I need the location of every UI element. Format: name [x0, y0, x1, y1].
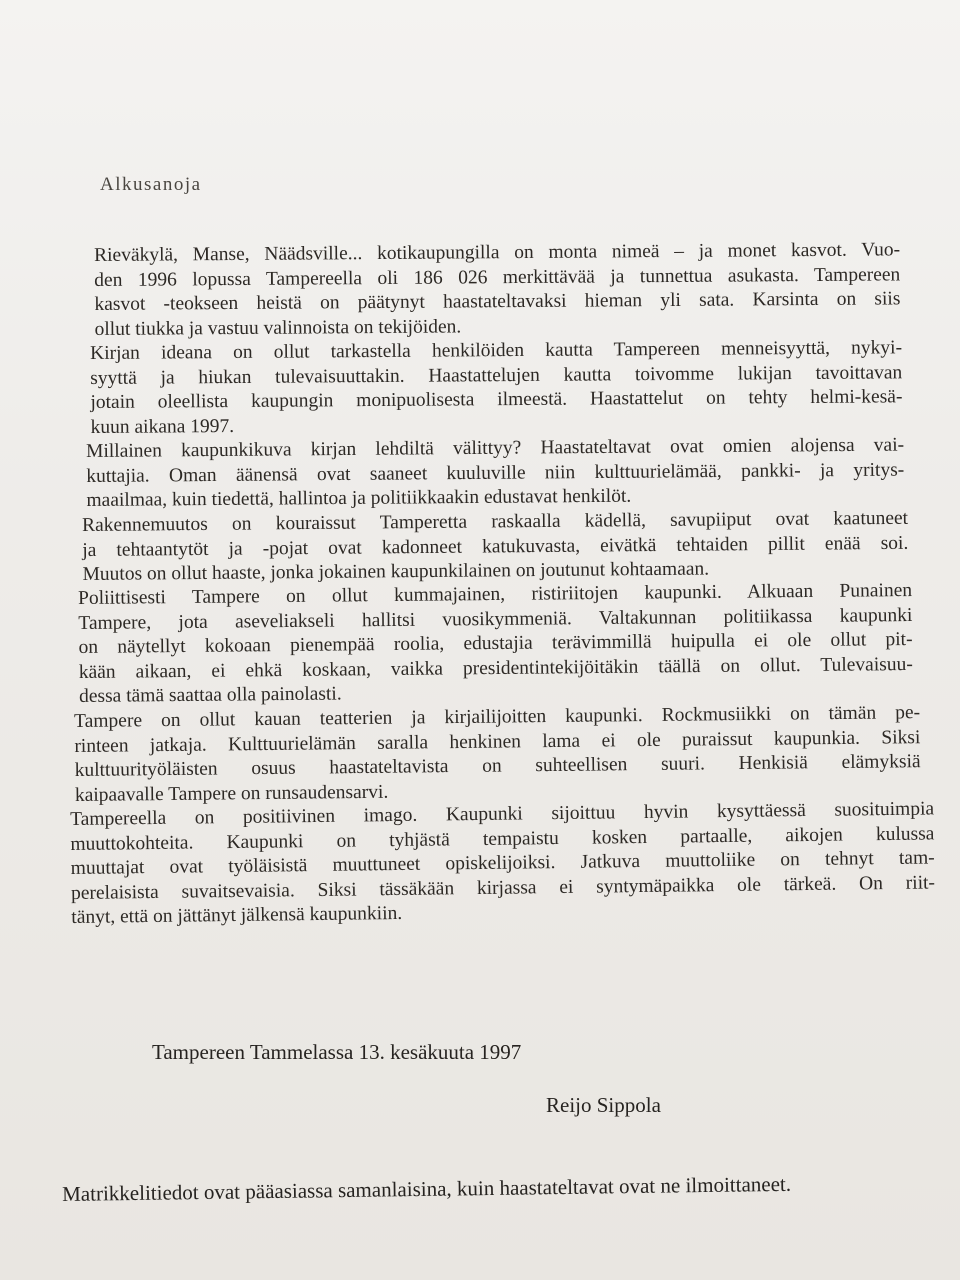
text-line: Tampereella on positiivinen imago. Kaupunki sijoittuu hyvin kysyttäessä suosituimpia	[70, 797, 935, 830]
text-line: syyttä ja hiukan tulevaisuuttakin. Haastattelujen kautta toivomme lukijan tavoittavan	[90, 361, 903, 389]
paragraph	[94, 238, 901, 342]
text-line: Millainen kaupunkikuva kirjan lehdiltä välittyy? Haastateltavat ovat omien alojensa vai-	[86, 434, 905, 462]
paragraph	[70, 797, 935, 930]
paragraph	[86, 434, 905, 514]
paragraph	[74, 701, 921, 808]
text-line: Tampere on ollut kauan teatterien ja kirjailijoitten kaupunki. Rockmusiikki on tämän pe-	[74, 701, 921, 732]
text-line: Rieväkylä, Manse, Näädsville... kotikaupungilla on monta nimeä – ja monet kasvot. Vuo-	[94, 239, 901, 266]
body-text	[70, 239, 936, 930]
text-line: rinteen jatkaja. Kulttuurielämän saralla henkinen lama ei ole puraissut kaupunkia. Siksi	[74, 726, 921, 756]
text-line: Kirjan ideana on ollut tarkastella henkilöiden kautta Tampereen menneisyyttä, nykyi-	[90, 337, 903, 364]
text-line: kuun aikana 1997.	[90, 415, 235, 438]
footnote: Matrikkelitiedot ovat pääasiassa samanlaisina, kuin haastateltavat ovat ne ilmoittaneet.	[62, 1171, 792, 1206]
text-line: Muutos on ollut haaste, jonka jokainen kaupunkilainen on joutunut kohtaamaan.	[82, 558, 710, 585]
text-line: kään aikaan, ei ehkä koskaan, vaikka presidentintekijöitäkin täällä on ollut. Tulevaisuu-	[78, 653, 913, 683]
text-line: Tampere, jota aseveliakseli hallitsi vuosikymmeniä. Valtakunnan politiikassa kaupunki	[78, 604, 913, 634]
text-line: Rakennemuutos on kouraissut Tamperetta raskaalla kädellä, savupiiput ovat kaatuneet	[82, 507, 909, 536]
text-line: perelaisista suvaitsevaisia. Siksi tässäkään kirjassa ei syntymäpaikka ole tärkeä. On riit-	[70, 871, 936, 903]
paragraph	[78, 579, 913, 710]
text-line: den 1996 lopussa Tampereella oli 186 026 merkittävää ja tunnettua asukasta. Tampereen	[94, 263, 901, 291]
text-line: muuttajat ovat työläisistä muuttuneet opiskelijoiksi. Jatkuva muuttoliike on tehnyt tam-	[70, 846, 935, 879]
text-line: tänyt, että on jättänyt jälkensä kaupunkiin.	[71, 902, 403, 928]
text-line: kuttajia. Oman äänensä ovat saaneet kuuluville niin kulttuurielämää, pankki- ja yritys-	[86, 459, 905, 487]
text-line: muuttokohteita. Kaupunki on tyhjästä tempaistu kosken partaalle, aikojen kulussa	[70, 822, 935, 854]
text-line: on näytellyt kokoaan pienempää roolia, edustajia terävimmillä huipulla ei ole ollut pit-	[78, 628, 913, 658]
author-name: Reijo Sippola	[546, 1093, 661, 1117]
paragraph	[82, 506, 909, 587]
text-line: kulttuurityöläisten osuus haastateltavista on suhteellisen suuri. Henkisiä elämyksiä	[74, 750, 921, 781]
text-line: kaipaavalle Tampere on runsaudensarvi.	[74, 780, 389, 805]
text-line: kasvot -teokseen heistä on päätynyt haastateltavaksi hieman yli sata. Karsinta on siis	[94, 288, 901, 315]
text-line: ollut tiukka ja vastuu valinnoista on tekijöiden.	[94, 315, 462, 340]
place-date: Tampereen Tammelassa 13. kesäkuuta 1997	[152, 1040, 522, 1064]
text-line: jotain oleellista kaupungin monipuolisesta ilmeestä. Haastattelut on tehty helmi-kesä-	[90, 386, 903, 413]
text-line: Poliittisesti Tampere on ollut kummajainen, ristiriitojen kaupunki. Alkuaan Punainen	[78, 579, 913, 609]
text-line: dessa tämä saattaa olla painolasti.	[78, 683, 342, 707]
text-line: maailmaa, kuin tiedettä, hallintoa ja politiikkaakin edustavat henkilöt.	[86, 485, 632, 511]
page-heading: Alkusanoja	[100, 174, 202, 195]
paragraph	[90, 336, 903, 440]
text-line: ja tehtaantytöt ja -pojat ovat kadonneet katukuvasta, eivätkä tehtaiden pillit enää soi.	[82, 531, 909, 560]
